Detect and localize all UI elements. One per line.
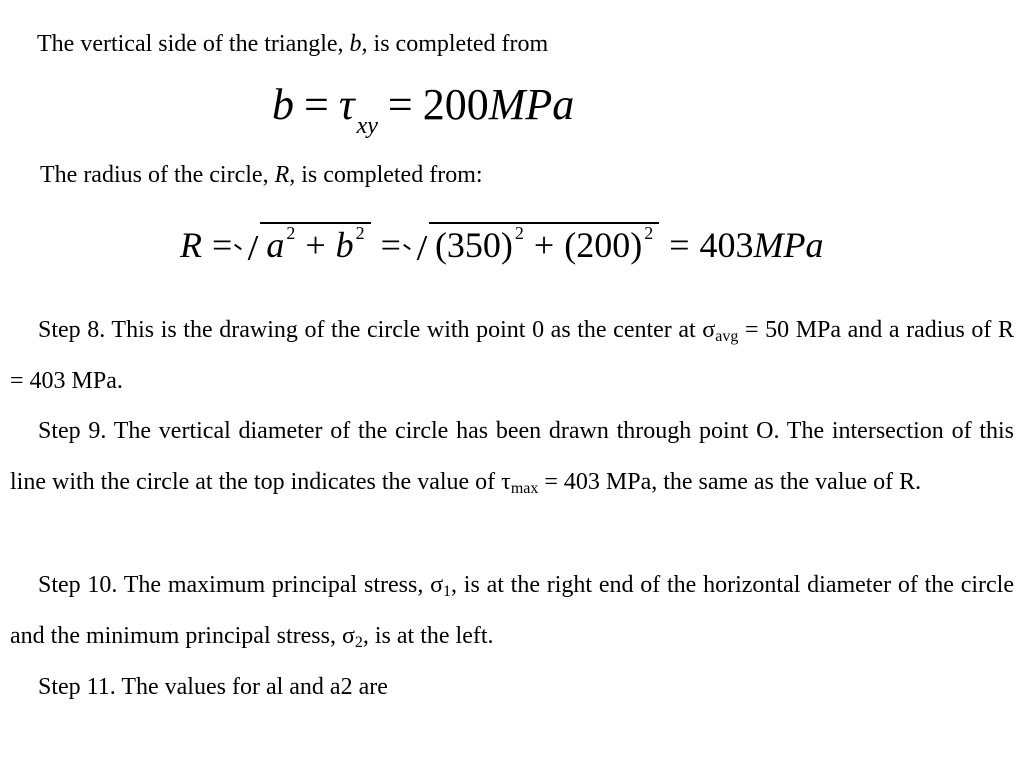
eq-exponent: 2 [644,223,654,243]
subscript-1: 1 [443,583,452,600]
eq-symbol: τ [338,80,355,129]
text: The radius of the circle, [40,162,275,188]
sqrt-numeric [429,222,659,266]
eq-symbol: R [180,225,202,265]
step-8-paragraph [10,305,1014,407]
text: = 50 MPa and a radius of R = 403 MPa. [10,317,1014,394]
subscript-max: max [510,480,539,497]
eq-symbol: b [335,225,354,265]
text: Step 9. The vertical diameter of the circle has been drawn through point O. The intersection of this line with the circle at the top indicates the value of τ [10,418,1014,495]
text: Step 8. This is the drawing of the circle with point 0 as the center at σ [38,317,716,343]
subscript-2: 2 [354,634,363,651]
eq-subscript: xy [356,113,378,139]
text: , is at the right end of the horizontal diameter of the circle and the minimum principal stress, σ [10,572,1014,649]
eq-number: (200) [564,225,643,265]
variable-b: b, [349,31,368,57]
eq-number: 403 [699,225,754,265]
eq-operator: = [669,225,690,265]
equation-r [180,222,824,266]
text: is completed from: [295,162,483,188]
eq-symbol: b [272,80,294,129]
text: The vertical side of the triangle, [37,31,350,57]
eq-symbol: a [266,225,285,265]
text: = 403 MPa, the same as the value of R. [538,469,922,495]
eq-operator: = [304,80,329,129]
variable-r: R, [274,162,296,188]
text: is completed from [367,31,549,57]
eq-number: 200 [422,80,489,129]
paragraph-radius [40,162,1024,189]
eq-unit: MPa [488,80,575,129]
step-11-paragraph [10,662,1014,713]
eq-number: (350) [434,225,513,265]
eq-operator: = [380,225,401,265]
eq-operator: = [387,80,413,129]
subscript-avg: avg [715,328,739,345]
eq-exponent: 2 [514,223,524,243]
text: Step 11. The values for al and a2 are [38,674,388,700]
equation-b [272,79,575,139]
eq-unit: MPa [753,225,824,265]
sqrt-symbolic [260,222,370,266]
eq-exponent: 2 [286,223,296,243]
eq-operator: = [212,225,233,265]
step-10-paragraph [10,560,1014,662]
text: , is at the left. [362,623,494,649]
eq-operator: + [533,225,555,265]
eq-operator: + [305,225,326,265]
paragraph-vertical-side [37,31,1024,58]
text: Step 10. The maximum principal stress, σ [38,572,444,598]
step-9-paragraph [10,406,1014,508]
eq-exponent: 2 [355,223,365,243]
